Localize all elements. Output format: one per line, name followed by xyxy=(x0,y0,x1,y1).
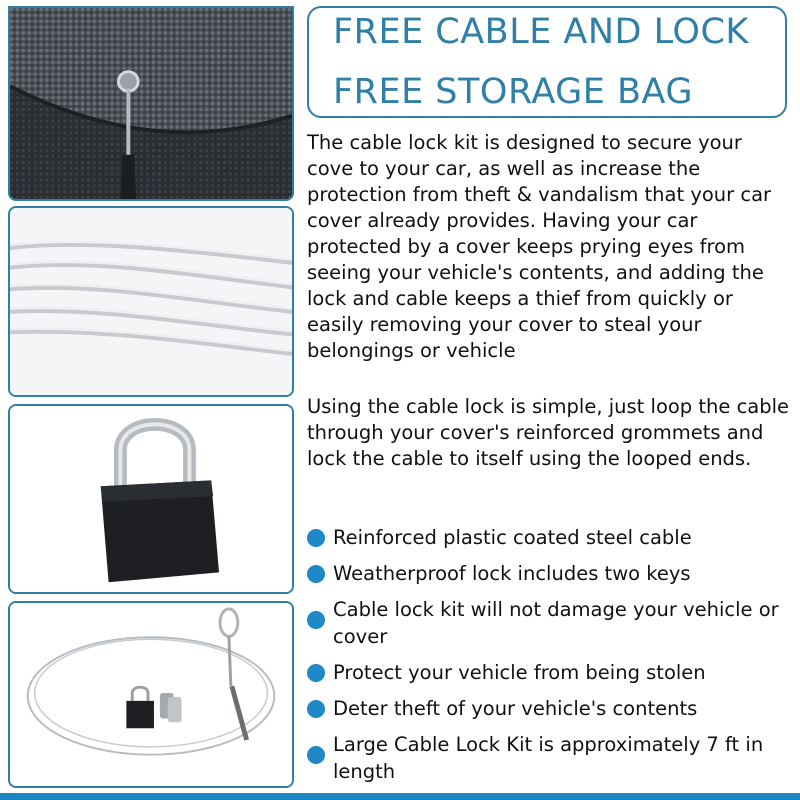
padlock-photo xyxy=(8,404,294,594)
feature-item xyxy=(307,560,792,587)
cover-grommet-photo xyxy=(8,6,294,201)
feature-text: Cable lock kit will not damage your vehicle or cover xyxy=(333,598,779,648)
feature-item xyxy=(307,731,792,785)
cover-grommet-image xyxy=(10,8,292,199)
headline-free-cable-lock: FREE CABLE AND LOCK xyxy=(333,12,749,52)
feature-item xyxy=(307,695,792,722)
feature-item xyxy=(307,659,792,686)
feature-text: Large Cable Lock Kit is approximately 7 ft in length xyxy=(333,733,764,783)
feature-text: Protect your vehicle from being stolen xyxy=(333,661,706,684)
cable-lock-kit-photo xyxy=(8,601,294,788)
bullet-dot-icon xyxy=(307,529,325,547)
cable-lock-kit-image xyxy=(10,603,292,786)
feature-text: Deter theft of your vehicle's contents xyxy=(333,697,698,720)
bullet-dot-icon xyxy=(307,611,325,629)
description-paragraph: The cable lock kit is designed to secure your cove to your car, as well as increase the protection from theft & vandalism that your car cover already provides. Having your car protected by a cover keeps prying eyes from seeing your vehicle's contents, and adding the lock and cable keeps a thief from quickly or easily removing your cover to steal your belongings or vehicle xyxy=(307,131,772,362)
coiled-cable-photo xyxy=(8,206,294,397)
bullet-dot-icon xyxy=(307,700,325,718)
bullet-dot-icon xyxy=(307,664,325,682)
feature-text: Reinforced plastic coated steel cable xyxy=(333,526,692,549)
feature-list xyxy=(307,524,792,794)
bullet-dot-icon xyxy=(307,746,325,764)
headline-free-storage-bag: FREE STORAGE BAG xyxy=(333,72,693,112)
feature-item xyxy=(307,524,792,551)
feature-item xyxy=(307,596,792,650)
coiled-cable-image xyxy=(10,208,292,395)
footer-bar xyxy=(0,793,800,800)
padlock-image xyxy=(10,406,292,592)
usage-paragraph: Using the cable lock is simple, just loop the cable through your cover's reinforced grommets and lock the cable to itself using the looped ends. xyxy=(307,395,790,470)
bullet-dot-icon xyxy=(307,565,325,583)
feature-text: Weatherproof lock includes two keys xyxy=(333,562,691,585)
